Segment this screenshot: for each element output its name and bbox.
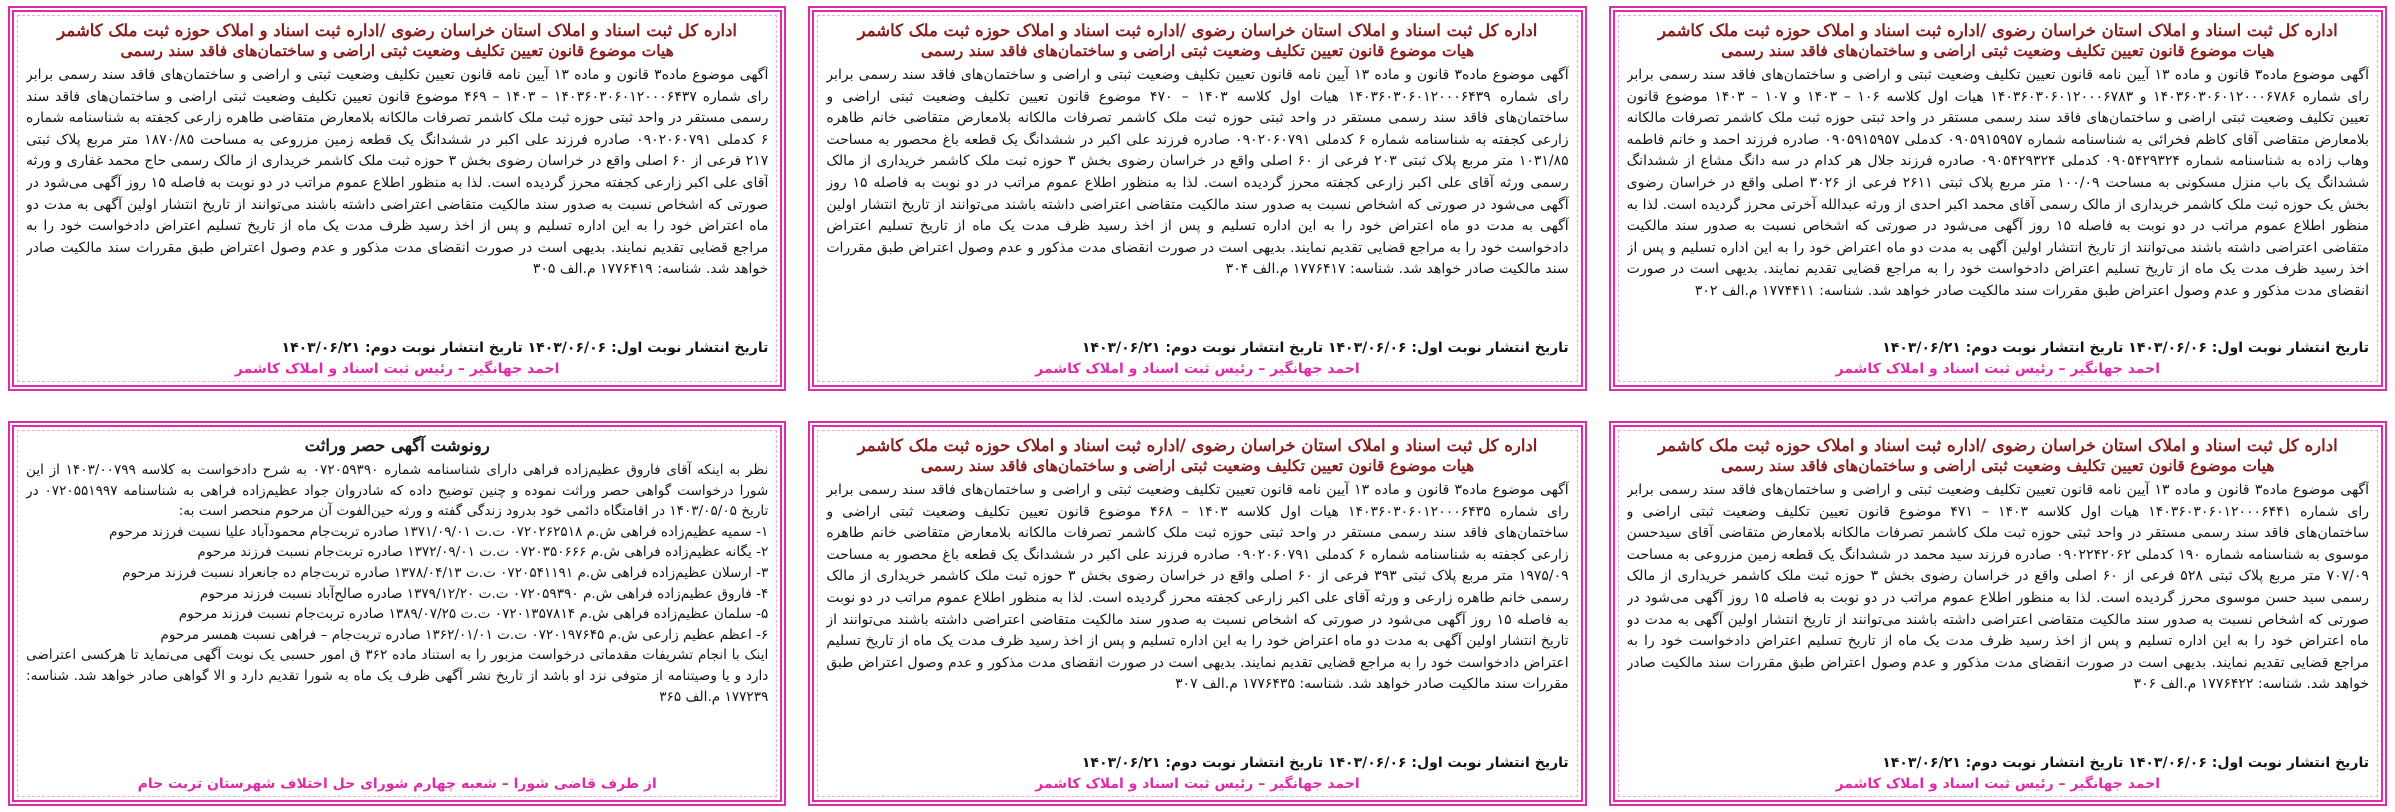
ad-land-registry-307 [808,421,1586,806]
ad-publication-dates: تاریخ انتشار نوبت اول: ۱۴۰۳/۰۶/۰۶ تاریخ انتشار نوبت دوم: ۱۴۰۳/۰۶/۲۱ [1882,340,2369,356]
ad-body: آگهی موضوع ماده۳ قانون و ماده ۱۳ آیین نامه قانون تعیین تکلیف وضعیت ثبتی و اراضی و ساختمان‌های فاقد سند رسمی برابر رای شماره ۱۴۰۳۶۰۳۰۶۰۱۲۰۰۰۶۴۳۹ هیات اول کلاسه ۱۴۰۳ – ۴۷۰ موضوع قانون تعیین تکلیف وضعیت ثبتی اراضی و ساختمان‌های فاقد سند رسمی مستقر در واحد ثبتی حوزه ثبت ملک کاشمر تصرفات مالکانه بلامعارض متقاضی خانم طاهره زارعی کجفته به شناسنامه شماره ۶ کدملی ۰۹۰۲۰۶۰۷۹۱ صادره فرزند علی اکبر در ششدانگ یک قطعه باغ محصور به مساحت ۱۰۳۱/۸۵ متر مربع پلاک ثبتی ۲۰۳ فرعی از ۶۰ اصلی واقع در خراسان رضوی بخش ۳ حوزه ثبت ملک کاشمر خریداری از مالک رسمی ورثه آقای علی اکبر زارعی کجفته محرز گردیده است. لذا به منظور اطلاع عموم مراتب در دو نوبت به فاصله ۱۵ روز آگهی می‌شود در صورتی که اشخاص نسبت به صدور سند مالکیت متقاضی اعتراضی داشته باشند می‌توانند از تاریخ انتشار اولین آگهی به مدت دو ماه اعتراض خود را به این اداره تسلیم و پس از اخذ رسید ظرف مدت یک ماه از تاریخ تسلیم اعتراض دادخواست خود را به مراجع قضایی تقدیم نمایند. بدیهی است در صورت انقضای مدت مذکور و عدم وصول اعتراض طبق مقررات سند مالکیت صادر خواهد شد. شناسه: ۱۷۷۶۴۱۷ م.الف ۳۰۴ [826,67,1569,278]
list-item: ۵- سلمان عظیم‌زاده فراهی ش.م ۰۷۲۰۱۳۵۷۸۱۴ ت.ت ۱۳۸۹/۰۷/۲۵ صادره تربت‌جام نسبت فرزند مرحوم [178,606,769,623]
ad-signature: احمد جهانگیر – رئیس ثبت اسناد و املاک کاشمر [1035,776,1360,792]
ad-land-registry-302 [1609,6,2387,391]
ads-grid [8,6,2387,806]
ad-subtitle: هیات موضوع قانون تعیین تکلیف وضعیت ثبتی اراضی و ساختمان‌های فاقد سند رسمی [120,41,674,60]
ad-body: آگهی موضوع ماده۳ قانون و ماده ۱۳ آیین نامه قانون تعیین تکلیف وضعیت ثبتی و اراضی و ساختمان‌های فاقد سند رسمی برابر رای شماره ۱۴۰۳۶۰۳۰۶۰۱۲۰۰۰۶۴۴۱ هیات اول کلاسه ۱۴۰۳ – ۴۷۱ موضوع قانون تعیین تکلیف وضعیت ثبتی اراضی و ساختمان‌های فاقد سند رسمی مستقر در واحد ثبتی حوزه ثبت ملک کاشمر تصرفات مالکانه بلامعارض متقاضی آقای سیدحسن موسوی به شناسنامه شماره ۱۹۰ کدملی ۰۹۰۲۲۴۲۰۶۲ صادره فرزند سید محمد در ششدانگ یک قطعه زمین مزروعی به مساحت ۷۰۷/۰۹ متر مربع پلاک ثبتی ۵۲۸ فرعی از ۶۰ اصلی واقع در خراسان رضوی بخش ۳ حوزه ثبت ملک کاشمر خریداری از مالک رسمی سید حسن موسوی محرز گردیده است. لذا به منظور اطلاع عموم مراتب در دو نوبت به فاصله ۱۵ روز آگهی می‌شود در صورتی که اشخاص نسبت به صدور سند مالکیت متقاضی اعتراضی داشته باشند می‌توانند از تاریخ انتشار اولین آگهی به مدت دو ماه اعتراض خود را به این اداره تسلیم و پس از اخذ رسید ظرف مدت یک ماه از تاریخ تسلیم اعتراض دادخواست خود را به مراجع قضایی تقدیم نمایند. بدیهی است در صورت انقضای مدت مذکور و عدم وصول اعتراض طبق مقررات سند مالکیت صادر خواهد شد. شناسه: ۱۷۷۶۴۲۲ م.الف ۳۰۶ [1626,482,2369,693]
ad-title: اداره کل ثبت اسناد و املاک استان خراسان رضوی /اداره ثبت اسناد و املاک حوزه ثبت ملک کاشمر [857,436,1538,455]
ad-signature: احمد جهانگیر – رئیس ثبت اسناد و املاک کاشمر [1835,361,2161,377]
ad-title: رونوشت آگهی حصر وراثت [304,436,490,455]
ad-land-registry-306 [1609,421,2387,806]
list-item: ۶- اعظم عظیم زارعی ش.م ۰۷۲۰۱۹۷۶۴۵ ت.ت ۱۳۶۲/۰۱/۰۱ صادره تربت‌جام – فراهی نسبت همسر مرحوم [160,626,769,643]
heirs-list [26,522,768,646]
ad-subtitle: هیات موضوع قانون تعیین تکلیف وضعیت ثبتی اراضی و ساختمان‌های فاقد سند رسمی [1721,456,2275,475]
ad-title: اداره کل ثبت اسناد و املاک استان خراسان رضوی /اداره ثبت اسناد و املاک حوزه ثبت ملک کاشمر [857,21,1538,40]
list-item: ۲- یگانه عظیم‌زاده فراهی ش.م ۰۷۲۰۳۵۰۶۶۶ ت.ت ۱۳۷۲/۰۹/۰۱ صادره تربت‌جام نسبت فرزند مرحوم [197,544,769,561]
ad-signature: از طرف قاضی شورا – شعبه چهارم شورای حل اختلاف شهرستان تربت جام [137,776,657,792]
ad-body: آگهی موضوع ماده۳ قانون و ماده ۱۳ آیین نامه قانون تعیین تکلیف وضعیت ثبتی و اراضی و ساختمان‌های فاقد سند رسمی برابر رای شماره ۱۴۰۳۶۰۳۰۶۰۱۲۰۰۰۶۴۳۷ – ۱۴۰۳ – ۴۶۹ موضوع قانون تعیین تکلیف وضعیت ثبتی اراضی و ساختمان‌های فاقد سند رسمی مستقر در واحد ثبتی حوزه ثبت ملک کاشمر تصرفات مالکانه بلامعارض متقاضی طاهره زارعی کجفته به شناسنامه شماره ۶ کدملی ۰۹۰۲۰۶۰۷۹۱ صادره فرزند علی اکبر در ششدانگ یک قطعه زمین مزروعی به مساحت ۱۸۷۰/۸۵ متر مربع پلاک ثبتی ۲۱۷ فرعی از ۶۰ اصلی واقع در خراسان رضوی بخش ۳ حوزه ثبت ملک کاشمر خریداری از مالک رسمی حاج محمد غفاری و ورثه آقای علی اکبر زارعی کجفته محرز گردیده است. لذا به منظور اطلاع عموم مراتب در دو نوبت به فاصله ۱۵ روز آگهی می‌شود در صورتی که اشخاص نسبت به صدور سند مالکیت متقاضی اعتراضی داشته باشند می‌توانند از تاریخ انتشار اولین آگهی به مدت دو ماه اعتراض خود را به این اداره تسلیم و پس از اخذ رسید ظرف مدت یک ماه از تاریخ تسلیم اعتراض دادخواست خود را به مراجع قضایی تقدیم نمایند. بدیهی است در صورت انقضای مدت مذکور و عدم وصول اعتراض طبق مقررات سند مالکیت صادر خواهد شد. شناسه: ۱۷۷۶۴۱۹ م.الف ۳۰۵ [26,67,769,278]
ad-signature: احمد جهانگیر – رئیس ثبت اسناد و املاک کاشمر [234,361,560,377]
ad-body: آگهی موضوع ماده۳ قانون و ماده ۱۳ آیین نامه قانون تعیین تکلیف وضعیت ثبتی و اراضی و ساختمان‌های فاقد سند رسمی برابر رای شماره ۱۴۰۳۶۰۳۰۶۰۱۲۰۰۰۶۷۸۶ و ۱۴۰۳۶۰۳۰۶۰۱۲۰۰۰۶۷۸۳ هیات اول کلاسه ۱۰۶ – ۱۴۰۳ و ۱۰۷ – ۱۴۰۳ موضوع قانون تعیین تکلیف وضعیت ثبتی اراضی و ساختمان‌های فاقد سند رسمی مستقر در واحد ثبتی حوزه ثبت ملک کاشمر تصرفات مالکانه بلامعارض متقاضی آقای کاظم فخرائی به شناسنامه شماره ۰۹۰۵۹۱۵۹۵۷ کدملی ۰۹۰۵۹۱۵۹۵۷ صادره فرزند احمد و خانم فاطمه وهاب زاده به شناسنامه شماره ۰۹۰۵۴۲۹۳۲۴ کدملی ۰۹۰۵۴۲۹۳۲۴ صادره فرزند جلال هر کدام در سه دانگ مشاع از ششدانگ ششدانگ یک باب منزل مسکونی به مساحت ۱۰۰/۰۹ متر مربع پلاک ثبتی ۲۶۱۱ فرعی از ۳۰۲۶ اصلی واقع در خراسان رضوی بخش یک حوزه ثبت ملک کاشمر خریداری از مالک رسمی آقای محمد اکبر احدی از ورثه عبدالله آخرتی محرز گردیده است. لذا به منظور اطلاع عموم مراتب در دو نوبت به فاصله ۱۵ روز آگهی می‌شود در صورتی که اشخاص نسبت به صدور سند مالکیت متقاضی اعتراضی داشته باشند می‌توانند از تاریخ انتشار اولین آگهی به مدت دو ماه اعتراض خود را به این اداره تسلیم و پس از اخذ رسید ظرف مدت یک ماه از تاریخ تسلیم اعتراض دادخواست خود را به مراجع قضایی تقدیم نمایند. بدیهی است در صورت انقضای مدت مذکور و عدم وصول اعتراض طبق مقررات سند مالکیت صادر خواهد شد. شناسه: ۱۷۷۴۴۱۱ م.الف ۳۰۲ [1626,67,2369,299]
ad-signature: احمد جهانگیر – رئیس ثبت اسناد و املاک کاشمر [1835,776,2161,792]
ad-subtitle: هیات موضوع قانون تعیین تکلیف وضعیت ثبتی اراضی و ساختمان‌های فاقد سند رسمی [920,456,1475,475]
ad-subtitle: هیات موضوع قانون تعیین تکلیف وضعیت ثبتی اراضی و ساختمان‌های فاقد سند رسمی [920,41,1475,60]
ad-publication-dates: تاریخ انتشار نوبت اول: ۱۴۰۳/۰۶/۰۶ تاریخ انتشار نوبت دوم: ۱۴۰۳/۰۶/۲۱ [1882,755,2369,771]
ad-body [26,460,768,774]
ad-land-registry-305 [8,6,786,391]
ad-closing: اینک با انجام تشریفات مقدماتی درخواست مزبور را به استناد ماده ۳۶۲ ق امور حسبی یک نوبت آگهی می‌نماید تا هرکسی اعتراضی دارد و یا وصیتنامه از متوفی نزد او باشد از تاریخ نشر آگهی ظرف یک ماه به شورا تقدیم دارد و الا گواهی صادر خواهد شد. شناسه: ۱۷۷۲۳۹ م.الف ۳۶۵ [26,647,769,705]
list-item: ۴- فاروق عظیم‌زاده فراهی ش.م ۰۷۲۰۵۹۳۹۰ ت.ت ۱۳۷۹/۱۲/۲۰ صادره صالح‌آباد نسبت فرزند مرحوم [199,585,769,602]
ad-publication-dates: تاریخ انتشار نوبت اول: ۱۴۰۳/۰۶/۰۶ تاریخ انتشار نوبت دوم: ۱۴۰۳/۰۶/۲۱ [281,340,769,356]
ad-publication-dates: تاریخ انتشار نوبت اول: ۱۴۰۳/۰۶/۰۶ تاریخ انتشار نوبت دوم: ۱۴۰۳/۰۶/۲۱ [1081,755,1569,771]
ad-inheritance-notice [8,421,786,806]
ad-land-registry-304 [808,6,1586,391]
ad-title: اداره کل ثبت اسناد و املاک استان خراسان رضوی /اداره ثبت اسناد و املاک حوزه ثبت ملک کاشمر [57,21,738,40]
ad-publication-dates: تاریخ انتشار نوبت اول: ۱۴۰۳/۰۶/۰۶ تاریخ انتشار نوبت دوم: ۱۴۰۳/۰۶/۲۱ [1081,340,1569,356]
ad-title: اداره کل ثبت اسناد و املاک استان خراسان رضوی /اداره ثبت اسناد و املاک حوزه ثبت ملک کاشمر [1657,436,2338,455]
list-item: ۳- ارسلان عظیم‌زاده فراهی ش.م ۰۷۲۰۵۴۱۱۹۱ ت.ت ۱۳۷۸/۰۴/۱۳ صادره تربت‌جام ده جانعراد نسبت فرزند مرحوم [122,564,769,581]
ad-body: آگهی موضوع ماده۳ قانون و ماده ۱۳ آیین نامه قانون تعیین تکلیف وضعیت ثبتی و اراضی و ساختمان‌های فاقد سند رسمی برابر رای شماره ۱۴۰۳۶۰۳۰۶۰۱۲۰۰۰۶۴۳۵ هیات اول کلاسه ۱۴۰۳ – ۴۶۸ موضوع قانون تعیین تکلیف وضعیت ثبتی اراضی و ساختمان‌های فاقد سند رسمی مستقر در واحد ثبتی حوزه ثبت ملک کاشمر تصرفات مالکانه بلامعارض متقاضی خانم طاهره زارعی کجفته به شناسنامه شماره ۶ کدملی ۰۹۰۲۰۶۰۷۹۱ صادره فرزند علی اکبر در ششدانگ یک قطعه باغ محصور به مساحت ۱۹۷۵/۰۹ متر مربع پلاک ثبتی ۳۹۳ فرعی از ۶۰ اصلی واقع در خراسان رضوی بخش ۳ حوزه ثبت ملک کاشمر خریداری از مالک رسمی خانم طاهره زارعی و ورثه آقای علی اکبر زارعی کجفته محرز گردیده است. لذا به منظور اطلاع عموم مراتب در دو نوبت به فاصله ۱۵ روز آگهی می‌شود در صورتی که اشخاص نسبت به صدور سند مالکیت متقاضی اعتراضی داشته باشند می‌توانند از تاریخ انتشار اولین آگهی به مدت دو ماه اعتراض خود را به این اداره تسلیم و پس از اخذ رسید ظرف مدت یک ماه از تاریخ تسلیم اعتراض دادخواست خود را به مراجع قضایی تقدیم نمایند. بدیهی است در صورت انقضای مدت مذکور و عدم وصول اعتراض طبق مقررات سند مالکیت صادر خواهد شد. شناسه: ۱۷۷۶۴۳۵ م.الف ۳۰۷ [826,482,1569,693]
list-item: ۱- سمیه عظیم‌زاده فراهی ش.م ۰۷۲۰۲۶۲۵۱۸ ت.ت ۱۳۷۱/۰۹/۰۱ صادره تربت‌جام محمودآباد علیا نسبت فرزند مرحوم [109,523,769,540]
ad-subtitle: هیات موضوع قانون تعیین تکلیف وضعیت ثبتی اراضی و ساختمان‌های فاقد سند رسمی [1721,41,2275,60]
ad-signature: احمد جهانگیر – رئیس ثبت اسناد و املاک کاشمر [1035,361,1360,377]
ad-title: اداره کل ثبت اسناد و املاک استان خراسان رضوی /اداره ثبت اسناد و املاک حوزه ثبت ملک کاشمر [1657,21,2338,40]
ad-intro: نظر به اینکه آقای فاروق عظیم‌زاده فراهی دارای شناسنامه شماره ۰۷۲۰۵۹۳۹۰ به شرح دادخواست به کلاسه ۱۴۰۳/۰۰۷۹۹ از این شورا درخواست گواهی حصر وراثت نموده و چنین توضیح داده که شادروان جواد عظیم‌زاده فراهی به شناسنامه ۰۷۲۰۵۵۱۹۹۷ در تاریخ ۱۴۰۳/۰۵/۰۵ در اقامتگاه دائمی خود بدرود زندگی گفته و ورثه حین‌الفوت آن مرحوم منحصر است به: [26,462,769,520]
